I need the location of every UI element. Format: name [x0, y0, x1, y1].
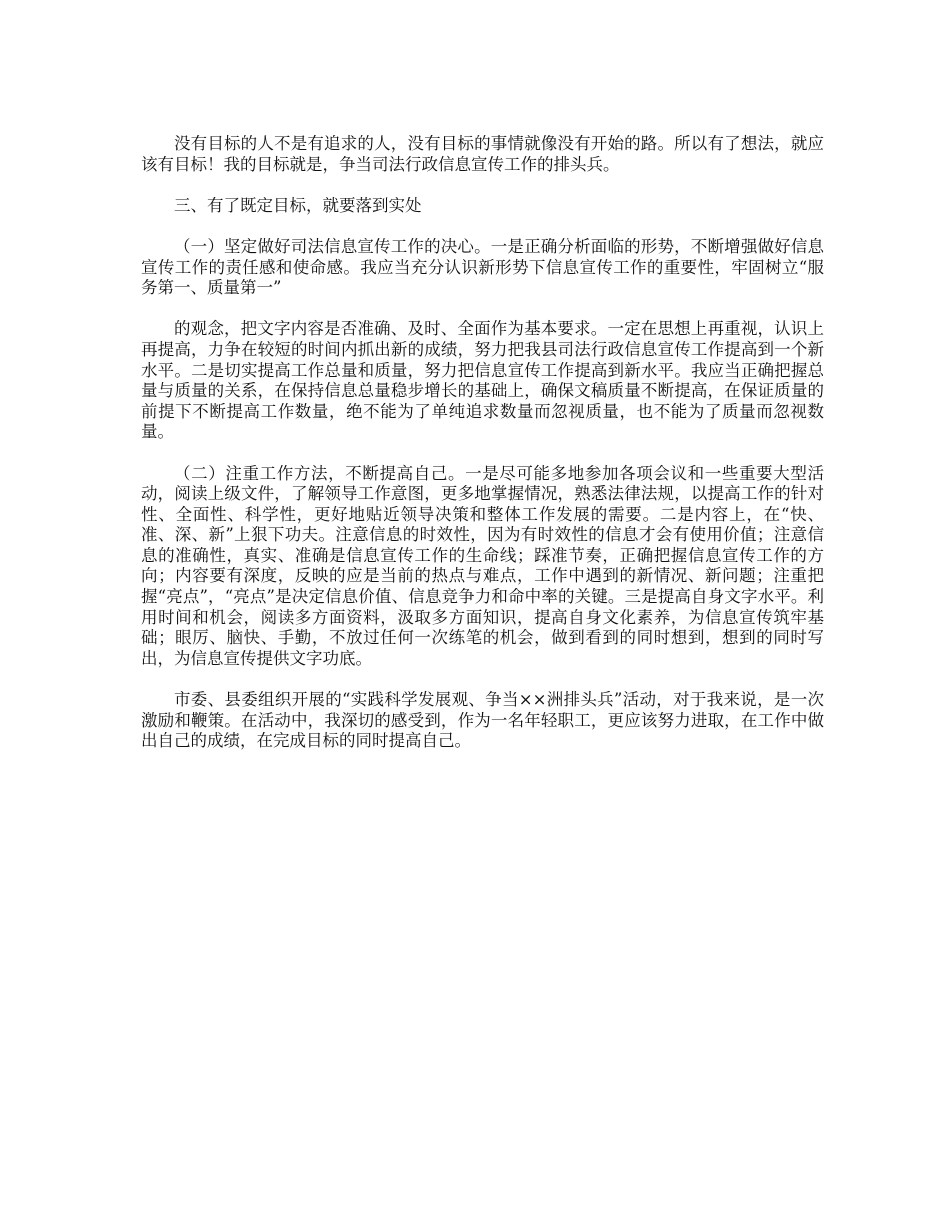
paragraph-concept: 的观念，把文字内容是否准确、及时、全面作为基本要求。一定在思想上再重视，认识上再提高，力争在较短的时间内抓出新的成绩，努力把我县司法行政信息宣传工作提高到一个新水平。二是切实提高工作总量和质量，努力把信息宣传工作提高到新水平。我应当正确把握总量与质量的关系，在保持信息总量稳步增长的基础上，确保文稿质量不断提高，在保证质量的前提下不断提高工作数量，绝不能为了单纯追求数量而忽视质量，也不能为了质量而忽视数量。 — [141, 319, 824, 442]
paragraph-determination: （一）坚定做好司法信息宣传工作的决心。一是正确分析面临的形势，不断增强做好信息宣传工作的责任感和使命感。我应当充分认识新形势下信息宣传工作的重要性，牢固树立“服务第一、质量第一” — [141, 236, 824, 298]
paragraph-goal: 没有目标的人不是有追求的人，没有目标的事情就像没有开始的路。所以有了想法，就应该有目标！我的目标就是，争当司法行政信息宣传工作的排头兵。 — [141, 134, 824, 174]
paragraph-conclusion: 市委、县委组织开展的“实践科学发展观、争当××洲排头兵”活动，对于我来说，是一次激励和鞭策。在活动中，我深切的感受到，作为一名年轻职工，更应该努力进取，在工作中做出自己的成绩，在完成目标的同时提高自己。 — [141, 690, 824, 751]
paragraph-methods: （二）注重工作方法，不断提高自己。一是尽可能多地参加各项会议和一些重要大型活动，阅读上级文件，了解领导工作意图，更多地掌握情况，熟悉法律法规，以提高工作的针对性、全面性、科学性，更好地贴近领导决策和整体工作发展的需要。二是内容上，在“快、准、深、新”上狠下功夫。注意信息的时效性，因为有时效性的信息才会有使用价值；注意信息的准确性，真实、准确是信息宣传工作的生命线；踩准节奏，正确把握信息宣传工作的方向；内容要有深度，反映的应是当前的热点与难点，工作中遇到的新情况、新问题；注重把握“亮点”，“亮点”是决定信息价值、信息竞争力和命中率的关键。三是提高自身文字水平。利用时间和机会，阅读多方面资料，汲取多方面知识，提高自身文化素养，为信息宣传筑牢基础；眼厉、脑快、手勤，不放过任何一次练笔的机会，做到看到的同时想到，想到的同时写出，为信息宣传提供文字功底。 — [141, 463, 824, 668]
document-body — [141, 134, 824, 772]
section-heading-three: 三、有了既定目标，就要落到实处 — [174, 195, 422, 215]
